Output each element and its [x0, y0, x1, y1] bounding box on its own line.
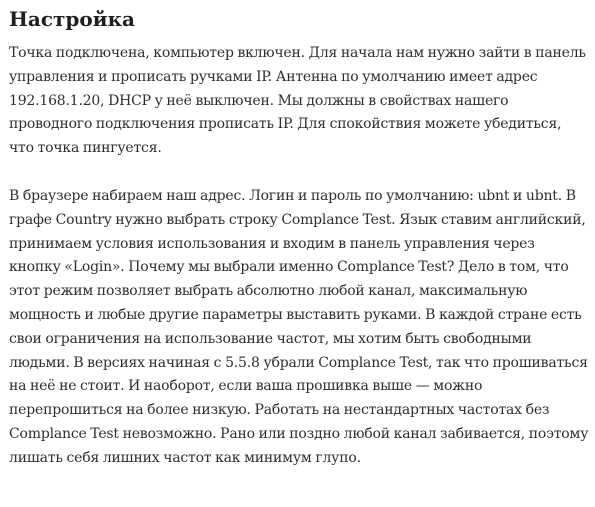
- article: [9, 4, 589, 471]
- paragraph-browser-login: В браузере набираем наш адрес. Логин и пароль по умолчанию: ubnt и ubnt. В графе Country нужно выбрать строку Complance Test. Язык ставим английский, принимаем условия использования и входим в панель управления через кнопку «Login». Почему мы выбрали именно Complance Test? Дело в том, что этот режим позволяет выбрать абсолютно любой канал, максимальную мощность и любые другие параметры выставить руками. В каждой стране есть свои ограничения на использование частот, мы хотим быть свободными людьми. В версиях начиная с 5.5.8 убрали Complance Test, так что прошиваться на неё не стоит. И наоборот, если ваша прошивка выше — можно перепрошиться на более низкую. Работать на нестандартных частотах без Complance Test невозможно. Рано или поздно любой канал забивается, поэтому лишать себя лишних частот как минимум глупо.: [9, 187, 589, 466]
- section-heading: Настройка: [9, 7, 135, 31]
- paragraph-access-point: Точка подключена, компьютер включен. Для начала нам нужно зайти в панель управления и прописать ручками IP. Антенна по умолчанию имеет адрес 192.168.1.20, DHCP у неё выключен. Мы должны в свойствах нашего проводного подключения прописать IP. Для спокойствия можете убедиться, что точка пингуется.: [9, 45, 586, 157]
